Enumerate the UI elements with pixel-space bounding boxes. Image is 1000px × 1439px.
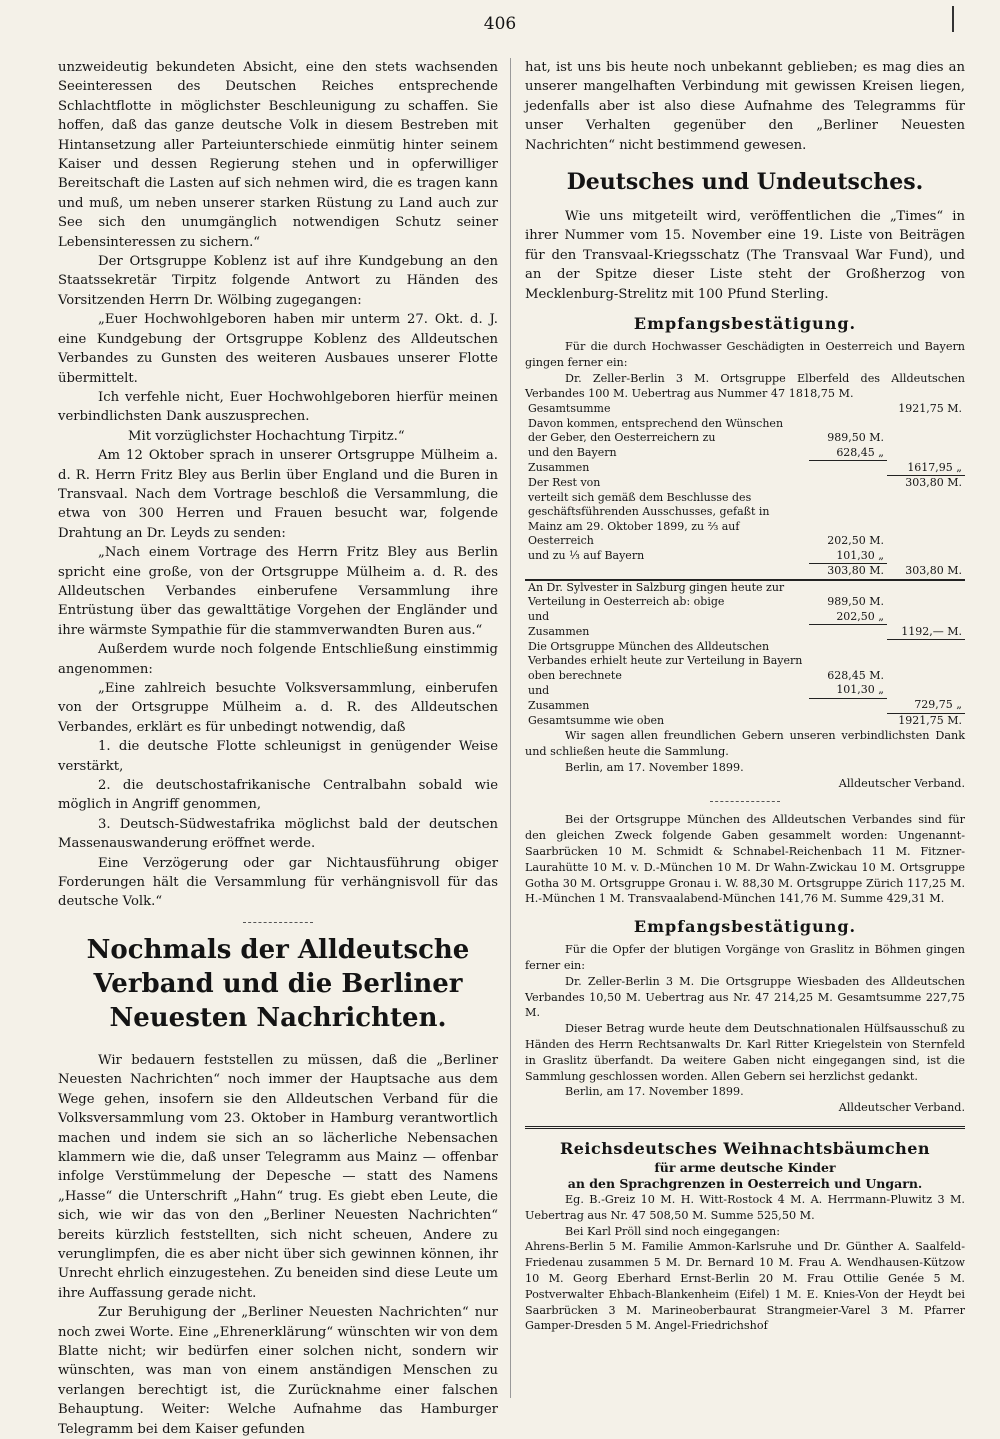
paragraph: Dr. Zeller-Berlin 3 M. Ortsgruppe Elberfeld des Alldeutschen Verbandes 100 M. Uebertrag aus Nummer 47 1818,75 M. xyxy=(525,371,965,401)
row-amount: 202,50 M. xyxy=(827,534,884,548)
row-total: 303,80 M. xyxy=(905,476,962,490)
signature: Alldeutscher Verband. xyxy=(838,1101,965,1115)
list-item: 1. die deutsche Flotte schleunigst in genügender Weise verstärkt, xyxy=(58,739,498,774)
paragraph: Dieser Betrag wurde heute dem Deutschnationalen Hülfsausschuß zu Händen des Herrn Rechtsanwalts Dr. Karl Ritter Kriegelstein von Sternfeld in Graslitz überfandt. Da weitere Gaben nicht eingegangen sind, ist die Sammlung geschlossen worden. Allen Gebern sei herzlichst gedankt. xyxy=(525,1022,965,1083)
row-label: der Geber, den Oesterreichern zu xyxy=(528,431,716,445)
row-total xyxy=(887,580,965,610)
row-label: Zusammen xyxy=(528,461,590,475)
table-row xyxy=(525,698,965,713)
paragraph: „Euer Hochwohlgeboren haben mir unterm 27. Okt. d. J. eine Kundgebung der Ortsgruppe Koblenz des Alldeutschen Verbandes zu Gunsten des weiteren Ausbaues unserer Flotte übermittelt. xyxy=(58,312,498,386)
row-amount: 989,50 M. xyxy=(827,431,884,445)
column-rule xyxy=(510,58,511,1398)
table-row xyxy=(525,640,965,684)
row-label: Die Ortsgruppe München des Alldeutschen Verbandes erhielt heute zur Verteilung in Bayern oben berechnete xyxy=(528,639,803,682)
row-total xyxy=(887,549,965,564)
row-amount xyxy=(809,402,887,417)
row-amount: 989,50 M. xyxy=(827,595,884,609)
paragraph: Ahrens-Berlin 5 M. Familie Ammon-Karlsruhe und Dr. Günther A. Saalfeld-Friedenau zusammen 5 M. Dr. Bernard 10 M. Frau A. Wendhausen-Kützow 10 M. Georg Eberhard Ernst-Berlin 20 M. Frau Ottilie Genée 5 M. Postverwalter Ehbach-Blankenheim (Eifel) 1 M. E. Knies-Von der Heydt bei Saarbrücken 3 M. Marineoberbaurat Strangmeier-Varel 3 M. Pfarrer Gamper-Dresden 5 M. Angel-Friedrichshof xyxy=(525,1240,965,1333)
row-label: Davon kommen, entsprechend den Wünschen xyxy=(528,416,784,430)
section-divider xyxy=(710,801,780,802)
row-total: 303,80 M. xyxy=(887,564,965,580)
row-amount: 303,80 M. xyxy=(809,564,887,580)
row-total: 1192,— M. xyxy=(887,625,965,640)
paragraph: Für die Opfer der blutigen Vorgänge von Graslitz in Böhmen gingen ferner ein: xyxy=(525,943,965,973)
signature: Alldeutscher Verband. xyxy=(838,776,965,790)
row-total: 1617,95 „ xyxy=(887,461,965,476)
table-row xyxy=(525,461,965,476)
section-heading: Reichsdeutsches Weihnachtsbäumchen xyxy=(559,1138,931,1158)
table-row xyxy=(525,549,965,564)
paragraph: Eine Verzögerung oder gar Nichtausführung obiger Forderungen hält die Versammlung für verhängnisvoll für das deutsche Volk.“ xyxy=(58,855,498,910)
row-total xyxy=(887,683,965,698)
row-total xyxy=(887,431,965,446)
subheading: an den Sprachgrenzen in Oesterreich und Ungarn. xyxy=(567,1175,923,1191)
row-label: Der Rest von xyxy=(528,476,601,490)
paragraph: Wir bedauern feststellen zu müssen, daß die „Berliner Neuesten Nachrichten“ noch immer der Hauptsache aus dem Wege gehen, insofern sie den Alldeutschen Verband für die Volksversammlung vom 23. Oktober in Hamburg verantwortlich machen und indem sie sich an so lächerliche Nebensachen klammern wie die, daß unser Telegramm aus Mainz — offenbar infolge Verstümmelung der Depesche — statt des Namens „Hasse“ die Unterschrift „Hahn“ trug. Es giebt eben Leute, die sich, wie wir das von den „Berliner Neuesten Nachrichten“ bereits kürzlich feststellten, sich nicht scheuen, Andere zu verunglimpfen, die es aber nicht über sich gewinnen können, ihr Unrecht ehrlich einzugestehen. Zu beneiden sind diese Leute um ihre Auffassung gerade nicht. xyxy=(58,1052,498,1301)
row-amount xyxy=(809,476,887,491)
paragraph: Für die durch Hochwasser Geschädigten in Oesterreich und Bayern gingen ferner ein: xyxy=(525,340,965,369)
row-total xyxy=(887,491,965,549)
account-table xyxy=(525,402,965,728)
paragraph: Wie uns mitgeteilt wird, veröffentlichen die „Times“ in ihrer Nummer vom 15. November eine 19. Liste von Beiträgen für den Transvaal-Kriegsschatz (The Transvaal War Fund), und an der Spitze dieser Liste steht der Großherzog von Mecklenburg-Strelitz mit 100 Pfund Sterling. xyxy=(525,209,965,302)
page-number: 406 xyxy=(483,14,517,34)
row-amount: 101,30 „ xyxy=(809,549,887,564)
paragraph: „Eine zahlreich besuchte Volksversammlung, einberufen von der Ortsgruppe Mülheim a. d. R. des Alldeutschen Verbandes, erklärt es für unbedingt notwendig, daß xyxy=(58,681,498,735)
article-title: Nochmals der Alldeutsche Verband und die Berliner Neuesten Nachrichten. xyxy=(86,934,470,1033)
table-row xyxy=(525,446,965,461)
row-total: 1921,75 M. xyxy=(898,713,962,727)
row-label: und xyxy=(528,683,550,697)
row-label: Zusammen xyxy=(528,698,590,712)
row-total: 729,75 „ xyxy=(887,698,965,713)
paragraph: Eg. B.-Greiz 10 M. H. Witt-Rostock 4 M. A. Herrmann-Pluwitz 3 M. Uebertrag aus Nr. 47 508,50 M. Summe 525,50 M. xyxy=(525,1192,965,1222)
row-amount: 101,30 „ xyxy=(809,683,887,698)
right-column xyxy=(525,58,965,1334)
table-row xyxy=(525,580,965,610)
row-total: 1921,75 M. xyxy=(898,402,962,416)
row-total xyxy=(887,446,965,461)
row-total xyxy=(887,610,965,625)
table-row xyxy=(525,564,965,580)
row-amount: 628,45 M. xyxy=(827,668,884,682)
row-amount xyxy=(809,713,887,728)
row-label: verteilt sich gemäß dem Beschlusse des geschäftsführenden Ausschusses, gefaßt in Mainz am 29. Oktober 1899, zu ⅔ auf Oesterreich xyxy=(528,490,770,548)
paragraph: hat, ist uns bis heute noch unbekannt geblieben; es mag dies an unserer mangelhaften Verbindung mit gewissen Kreisen liegen, jedenfalls aber ist also diese Aufnahme des Telegramms für unser Verhalten gegenüber den „Berliner Neuesten Nachrichten“ nicht bestimmend gewesen. xyxy=(525,60,965,153)
list-item: 2. die deutschostafrikanische Centralbahn sobald wie möglich in Angriff genommen, xyxy=(58,778,498,813)
table-row xyxy=(525,625,965,640)
row-label: und den Bayern xyxy=(528,446,617,460)
table-row xyxy=(525,610,965,625)
paragraph: unzweideutig bekundeten Absicht, eine den stets wachsenden Seeinteressen des Deutschen Reiches entsprechende Schlachtflotte in möglichster Beschleunigung zu schaffen. Sie hoffen, daß das ganze deutsche Volk in diesem Bestreben mit Hintansetzung aller Parteiunterschiede einmütig hinter seinem Kaiser und dessen Regierung stehen und in opferwilliger Bereitschaft die Lasten auf sich nehmen wird, die es tragen kann und muß, um neben unserer starken Rüstung zu Land auch zur See sich den unumgänglich notwendigen Schutz seiner Lebensinteressen zu sichern.“ xyxy=(58,60,498,250)
section-heading: Empfangsbestätigung. xyxy=(633,314,857,334)
table-row xyxy=(525,713,965,728)
paragraph: Am 12 Oktober sprach in unserer Ortsgruppe Mülheim a. d. R. Herrn Fritz Bley aus Berlin über England und die Buren in Transvaal. Nach dem Vortrage beschloß die Versammlung, die etwa von 300 Herren und Frauen besucht war, folgende Drahtung an Dr. Leyds zu senden: xyxy=(58,448,498,541)
date-line: Berlin, am 17. November 1899. xyxy=(565,1085,744,1099)
paragraph: Außerdem wurde noch folgende Entschließung einstimmig angenommen: xyxy=(58,642,498,677)
row-label: Zusammen xyxy=(528,625,590,639)
article-title: Deutsches und Undeutsches. xyxy=(566,169,924,196)
table-row xyxy=(525,683,965,698)
paragraph: Dr. Zeller-Berlin 3 M. Die Ortsgruppe Wiesbaden des Alldeutschen Verbandes 10,50 M. Uebertrag aus Nr. 47 214,25 M. Gesamtsumme 227,75 M. xyxy=(525,974,965,1020)
row-total xyxy=(887,417,965,432)
row-label: und zu ⅓ auf Bayern xyxy=(528,549,645,563)
row-total xyxy=(887,640,965,684)
table-row xyxy=(525,402,965,417)
paragraph: Zur Beruhigung der „Berliner Neuesten Nachrichten“ nur noch zwei Worte. Eine „Ehrenerklärung“ wünschten wir von dem Blatte nicht; wir bedürfen einer solchen nicht, sondern wir wünschten, was man von einem anständigen Menschen zu verlangen berechtigt ist, die Zurücknahme einer falschen Behauptung. Weiter: Welche Aufnahme das Hamburger Telegramm bei dem Kaiser gefunden xyxy=(58,1305,498,1437)
row-label: Gesamtsumme wie oben xyxy=(528,713,665,727)
row-amount xyxy=(809,461,887,476)
row-amount: 628,45 „ xyxy=(809,446,887,461)
row-label xyxy=(525,564,809,580)
paragraph: „Nach einem Vortrage des Herrn Fritz Bley aus Berlin spricht eine große, von der Ortsgruppe Mülheim a. d. R. des Alldeutschen Verbandes einberufene Versammlung ihre Entrüstung über das gewalttätige Vorgehen der Engländer und ihre wärmste Sympathie für die stammverwandten Buren aus.“ xyxy=(58,545,498,638)
paragraph: Wir sagen allen freundlichen Gebern unseren verbindlichsten Dank und schließen heute die Sammlung. xyxy=(525,729,965,759)
row-label: An Dr. Sylvester in Salzburg gingen heute zur Verteilung in Oesterreich ab: obige xyxy=(528,580,785,609)
date-line: Berlin, am 17. November 1899. xyxy=(565,760,744,774)
table-row xyxy=(525,476,965,491)
section-divider xyxy=(525,1126,965,1129)
paragraph: Der Ortsgruppe Koblenz ist auf ihre Kundgebung an den Staatssekretär Tirpitz folgende Antwort zu Händen des Vorsitzenden Herrn Dr. Wölbing zugegangen: xyxy=(58,254,498,308)
section-heading: Empfangsbestätigung. xyxy=(633,917,857,937)
table-row xyxy=(525,491,965,549)
paragraph: Bei Karl Pröll sind noch eingegangen: xyxy=(565,1224,780,1238)
row-label: und xyxy=(528,610,550,624)
subheading: für arme deutsche Kinder xyxy=(654,1159,836,1175)
paragraph: Bei der Ortsgruppe München des Alldeutschen Verbandes sind für den gleichen Zweck folgende Gaben gesammelt worden: Ungenannt-Saarbrücken 10 M. Schmidt & Schnabel-Reichenbach 11 M. Fitzner-Laurahütte 10 M. v. D.-München 10 M. Dr Wahn-Zwickau 10 M. Ortsgruppe Gotha 30 M. Ortsgruppe Gronau i. W. 88,30 M. Ortsgruppe Zürich 117,25 M. H.-München 1 M. Transvaalabend-München 141,76 M. Summe 429,31 M. xyxy=(525,813,965,906)
row-amount xyxy=(809,698,887,713)
paragraph: Ich verfehle nicht, Euer Hochwohlgeboren hierfür meinen verbindlichsten Dank auszusprechen. xyxy=(58,389,498,425)
table-row xyxy=(525,417,965,432)
row-amount xyxy=(809,417,887,432)
section-divider xyxy=(243,922,313,923)
row-amount xyxy=(809,625,887,640)
row-amount: 202,50 „ xyxy=(809,610,887,625)
table-row xyxy=(525,431,965,446)
paragraph: Mit vorzüglichster Hochachtung Tirpitz.“ xyxy=(128,428,405,444)
list-item: 3. Deutsch-Südwestafrika möglichst bald der deutschen Massenauswanderung eröffnet werde. xyxy=(58,816,498,852)
left-column xyxy=(58,58,498,1439)
row-label: Gesamtsumme xyxy=(528,402,611,416)
